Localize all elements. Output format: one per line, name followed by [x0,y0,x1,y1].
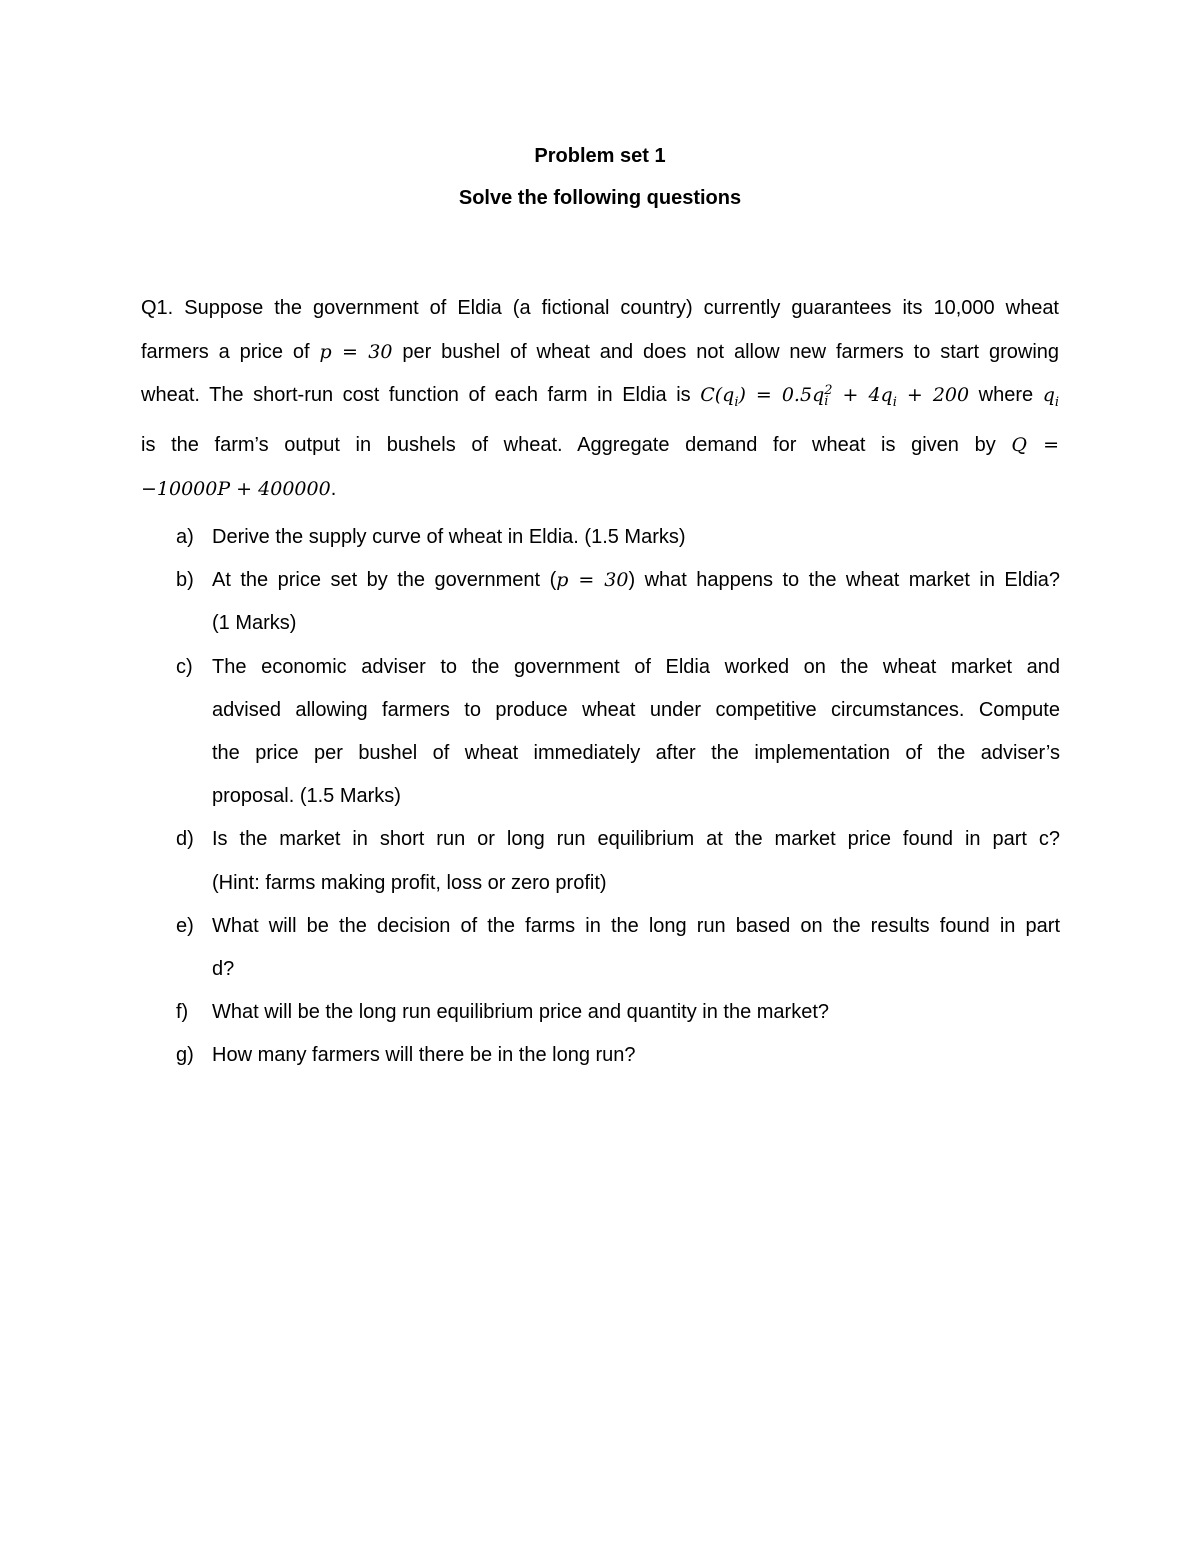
question-line: farmers a price of p = 30 per bushel of wheat and does not allow new farmers to start growing [141,340,1060,363]
demand-lhs: Q = [1011,434,1059,457]
question-line: −10000P + 400000. [141,477,337,500]
question-line: is the farm’s output in bushels of wheat. Aggregate demand for wheat is given by Q = [141,434,1059,457]
question-line: Q1. Suppose the government of Eldia (a fictional country) currently guarantees its 10,000 wheat [141,297,1059,319]
question-1-text [141,287,1059,511]
sub-question-b: b) At the price set by the government (p = 30) what happens to the wheat market in Eldia? (1 Marks) [176,559,1060,645]
demand-rhs: −10000P + 400000 [141,477,331,500]
question-line: wheat. The short-run cost function of each farm in Eldia is $C(q_i) = 0.5q$ 2 i + $4q_i + 200$ where $q_i$ [141,383,1060,410]
sub-question-label: a) [176,526,194,548]
cost-function-expression: $C(q_i) = 0.5q$ 2 i + $4q_i + 200$ [700,383,970,410]
price-expression: p = 30 [556,569,629,592]
sub-question-e: e) What will be the decision of the farms in the long run based on the results found in part d? [176,905,1060,991]
price-expression: p = 30 [319,340,393,363]
output-variable: $q_i$ [1042,384,1060,410]
sub-question-label: d) [176,828,194,851]
sub-question-d: d) Is the market in short run or long run equilibrium at the market price found in part c? (Hint: farms making profit, loss or zero profit) [176,818,1060,904]
sub-question-c: c) The economic adviser to the government of Eldia worked on the wheat market and advised allowing farmers to produce wheat under competitive circumstances. Compute the price per bushel of wheat immediately after the implementation of the adviser’s proposal. (1.5 Marks) [176,646,1060,819]
sub-question-label: g) [176,1044,194,1067]
sub-question-label: b) [176,569,194,592]
sub-question-label: e) [176,914,194,937]
sub-question-label: f) [176,1001,189,1024]
sub-question-list [176,516,1060,1078]
document-title: Problem set 1 [534,145,666,167]
sub-question-label: c) [176,655,193,678]
sub-question-f: f) What will be the long run equilibrium price and quantity in the market? [176,991,1060,1034]
sub-question-a: a) Derive the supply curve of wheat in Eldia. (1.5 Marks) [176,516,1060,559]
document-subtitle: Solve the following questions [458,187,742,209]
sub-question-g: g) How many farmers will there be in the long run? [176,1034,1060,1077]
